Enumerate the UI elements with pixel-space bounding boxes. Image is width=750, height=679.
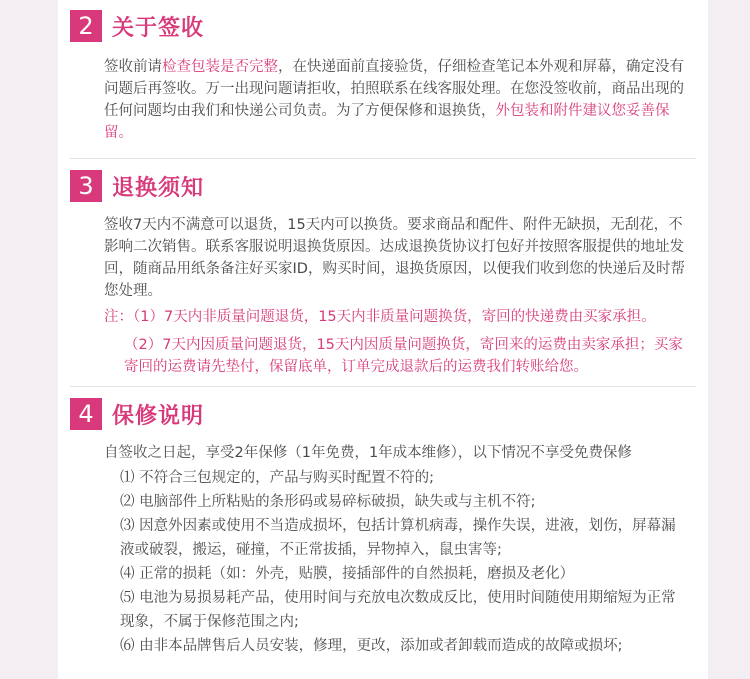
section-body: 签收7天内不满意可以退货，15天内可以换货。要求商品和配件、附件无缺损，无刮花，不影响二次销售。联系客服说明退换货原因。达成退换货协议打包好并按照客服提供的地址发回，随商品用纸条备注好买家ID，购买时间，退换货原因，以便我们收到您的快递后及时帮您处理。 — [104, 217, 685, 299]
body-text-part: ，在快递面前直接验货，仔细检查笔记本外观和屏幕，确定没有问题后再签收。万一出现问题请拒收，拍照联系在线客服处理。在您没签收前，商品出现的任何问题均由我们和快递公司负责。为了方便保修和退换货， — [104, 59, 684, 119]
divider — [70, 158, 696, 159]
body-text-part: 签收前请 — [104, 59, 162, 75]
list-item: ⑸ 电池为易损易耗产品，使用时间与充放电次数成反比，使用时间随使用期缩短为正常现象，不属于保修范围之内; — [120, 590, 676, 630]
section-header — [70, 8, 690, 44]
section-header — [70, 396, 690, 432]
note-1: 注：（1）7天内非质量问题退货，15天内非质量问题换货，寄回的快递费由买家承担。 — [104, 309, 656, 325]
section-header — [70, 168, 690, 204]
note-2: （2）7天内因质量问题退货，15天内因质量问题换货，寄回来的运费由卖家承担；买家寄回的运费请先垫付，保留底单，订单完成退款后的运费我们转账给您。 — [124, 337, 683, 375]
divider — [70, 386, 696, 387]
content-card — [58, 0, 708, 679]
section-number-badge: 2 — [70, 10, 102, 42]
section-body — [70, 56, 690, 144]
list-item: ⑵ 电脑部件上所粘贴的条形码或易碎标破损，缺失或与主机不符; — [120, 494, 536, 510]
section-title: 保修说明 — [112, 403, 205, 429]
section-number-badge: 3 — [70, 170, 102, 202]
section-number-badge: 4 — [70, 398, 102, 430]
section-title: 关于签收 — [112, 15, 205, 41]
section-intro: 自签收之日起，享受2年保修（1年免费，1年成本维修），以下情况不享受免费保修 — [104, 445, 632, 461]
list-item: ⑹ 由非本品牌售后人员安装，修理，更改，添加或者卸载而造成的故障或损坏; — [120, 638, 623, 654]
highlight-check-package: 检查包装是否完整 — [162, 59, 278, 75]
list-item: ⑴ 不符合三包规定的，产品与购买时配置不符的; — [120, 470, 434, 486]
highlight-keep-packaging: 外包装和附件建议您妥善保留。 — [104, 103, 670, 141]
list-item: ⑶ 因意外因素或使用不当造成损坏，包括计算机病毒，操作失误，进液，划伤，屏幕漏液或破裂，搬运，碰撞，不正常拔插，异物掉入，鼠虫害等; — [120, 518, 676, 558]
list-item: ⑷ 正常的损耗（如：外壳，贴膜，接插部件的自然损耗，磨损及老化） — [120, 566, 575, 582]
section-warranty — [70, 396, 690, 658]
section-title: 退换须知 — [112, 175, 205, 201]
section-return-policy — [70, 168, 690, 378]
warranty-exclusion-list — [70, 466, 690, 658]
section-sign-receipt — [70, 8, 690, 144]
